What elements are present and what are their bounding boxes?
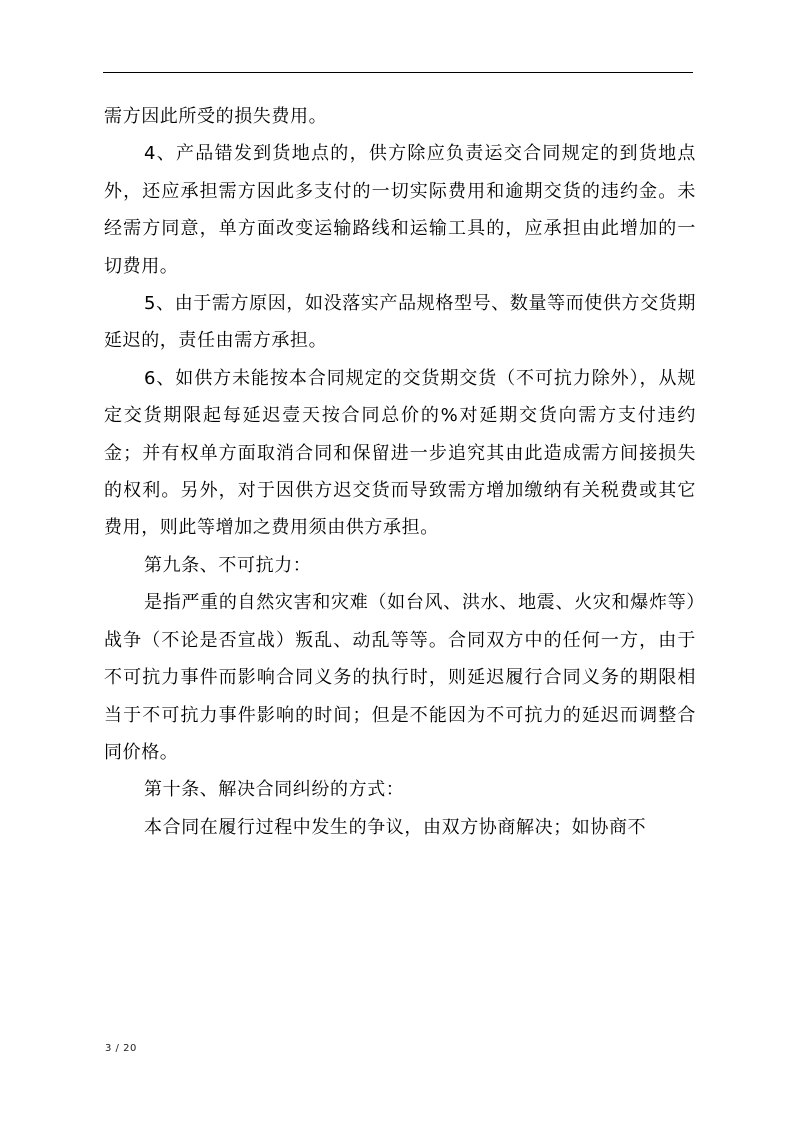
paragraph-clause-5: 5、由于需方原因，如没落实产品规格型号、数量等而使供方交货期延迟的，责任由需方承担。 [104,293,696,352]
paragraph-continuation: 需方因此所受的损失费用。 [104,106,328,127]
article-9-heading: 第九条、不可抗力： [144,554,312,576]
article-10-heading: 第十条、解决合同纠纷的方式： [144,779,405,801]
paragraph-clause-4: 4、产品错发到货地点的，供方除应负责运交合同规定的到货地点外，还应承担需方因此多支付的一切实际费用和逾期交货的违约金。未经需方同意，单方面改变运输路线和运输工具的，应承担由此增加的一切费用。 [104,143,696,277]
paragraph-clause-6: 6、如供方未能按本合同规定的交货期交货（不可抗力除外），从规定交货期限起每延迟壹天按合同总价的%对延期交货向需方支付违约金；并有权单方面取消合同和保留进一步追究其由此造成需方间接损失的权利。另外，对于因供方迟交货而导致需方增加缴纳有关税费或其它费用，则此等增加之费用须由供方承担。 [104,367,696,539]
paragraph-force-majeure: 是指严重的自然灾害和灾难（如台风、洪水、地震、火灾和爆炸等）战争（不论是否宣战）叛乱、动乱等等。合同双方中的任何一方，由于不可抗力事件而影响合同义务的执行时，则延迟履行合同义务的期限相当于不可抗力事件影响的时间；但是不能因为不可抗力的延迟而调整合同价格。 [104,592,696,763]
paragraph-dispute-resolution: 本合同在履行过程中发生的争议，由双方协商解决；如协商不 [144,816,647,838]
header-rule [103,72,693,73]
page-number: 3 / 20 [105,1043,137,1054]
document-body [104,98,696,846]
